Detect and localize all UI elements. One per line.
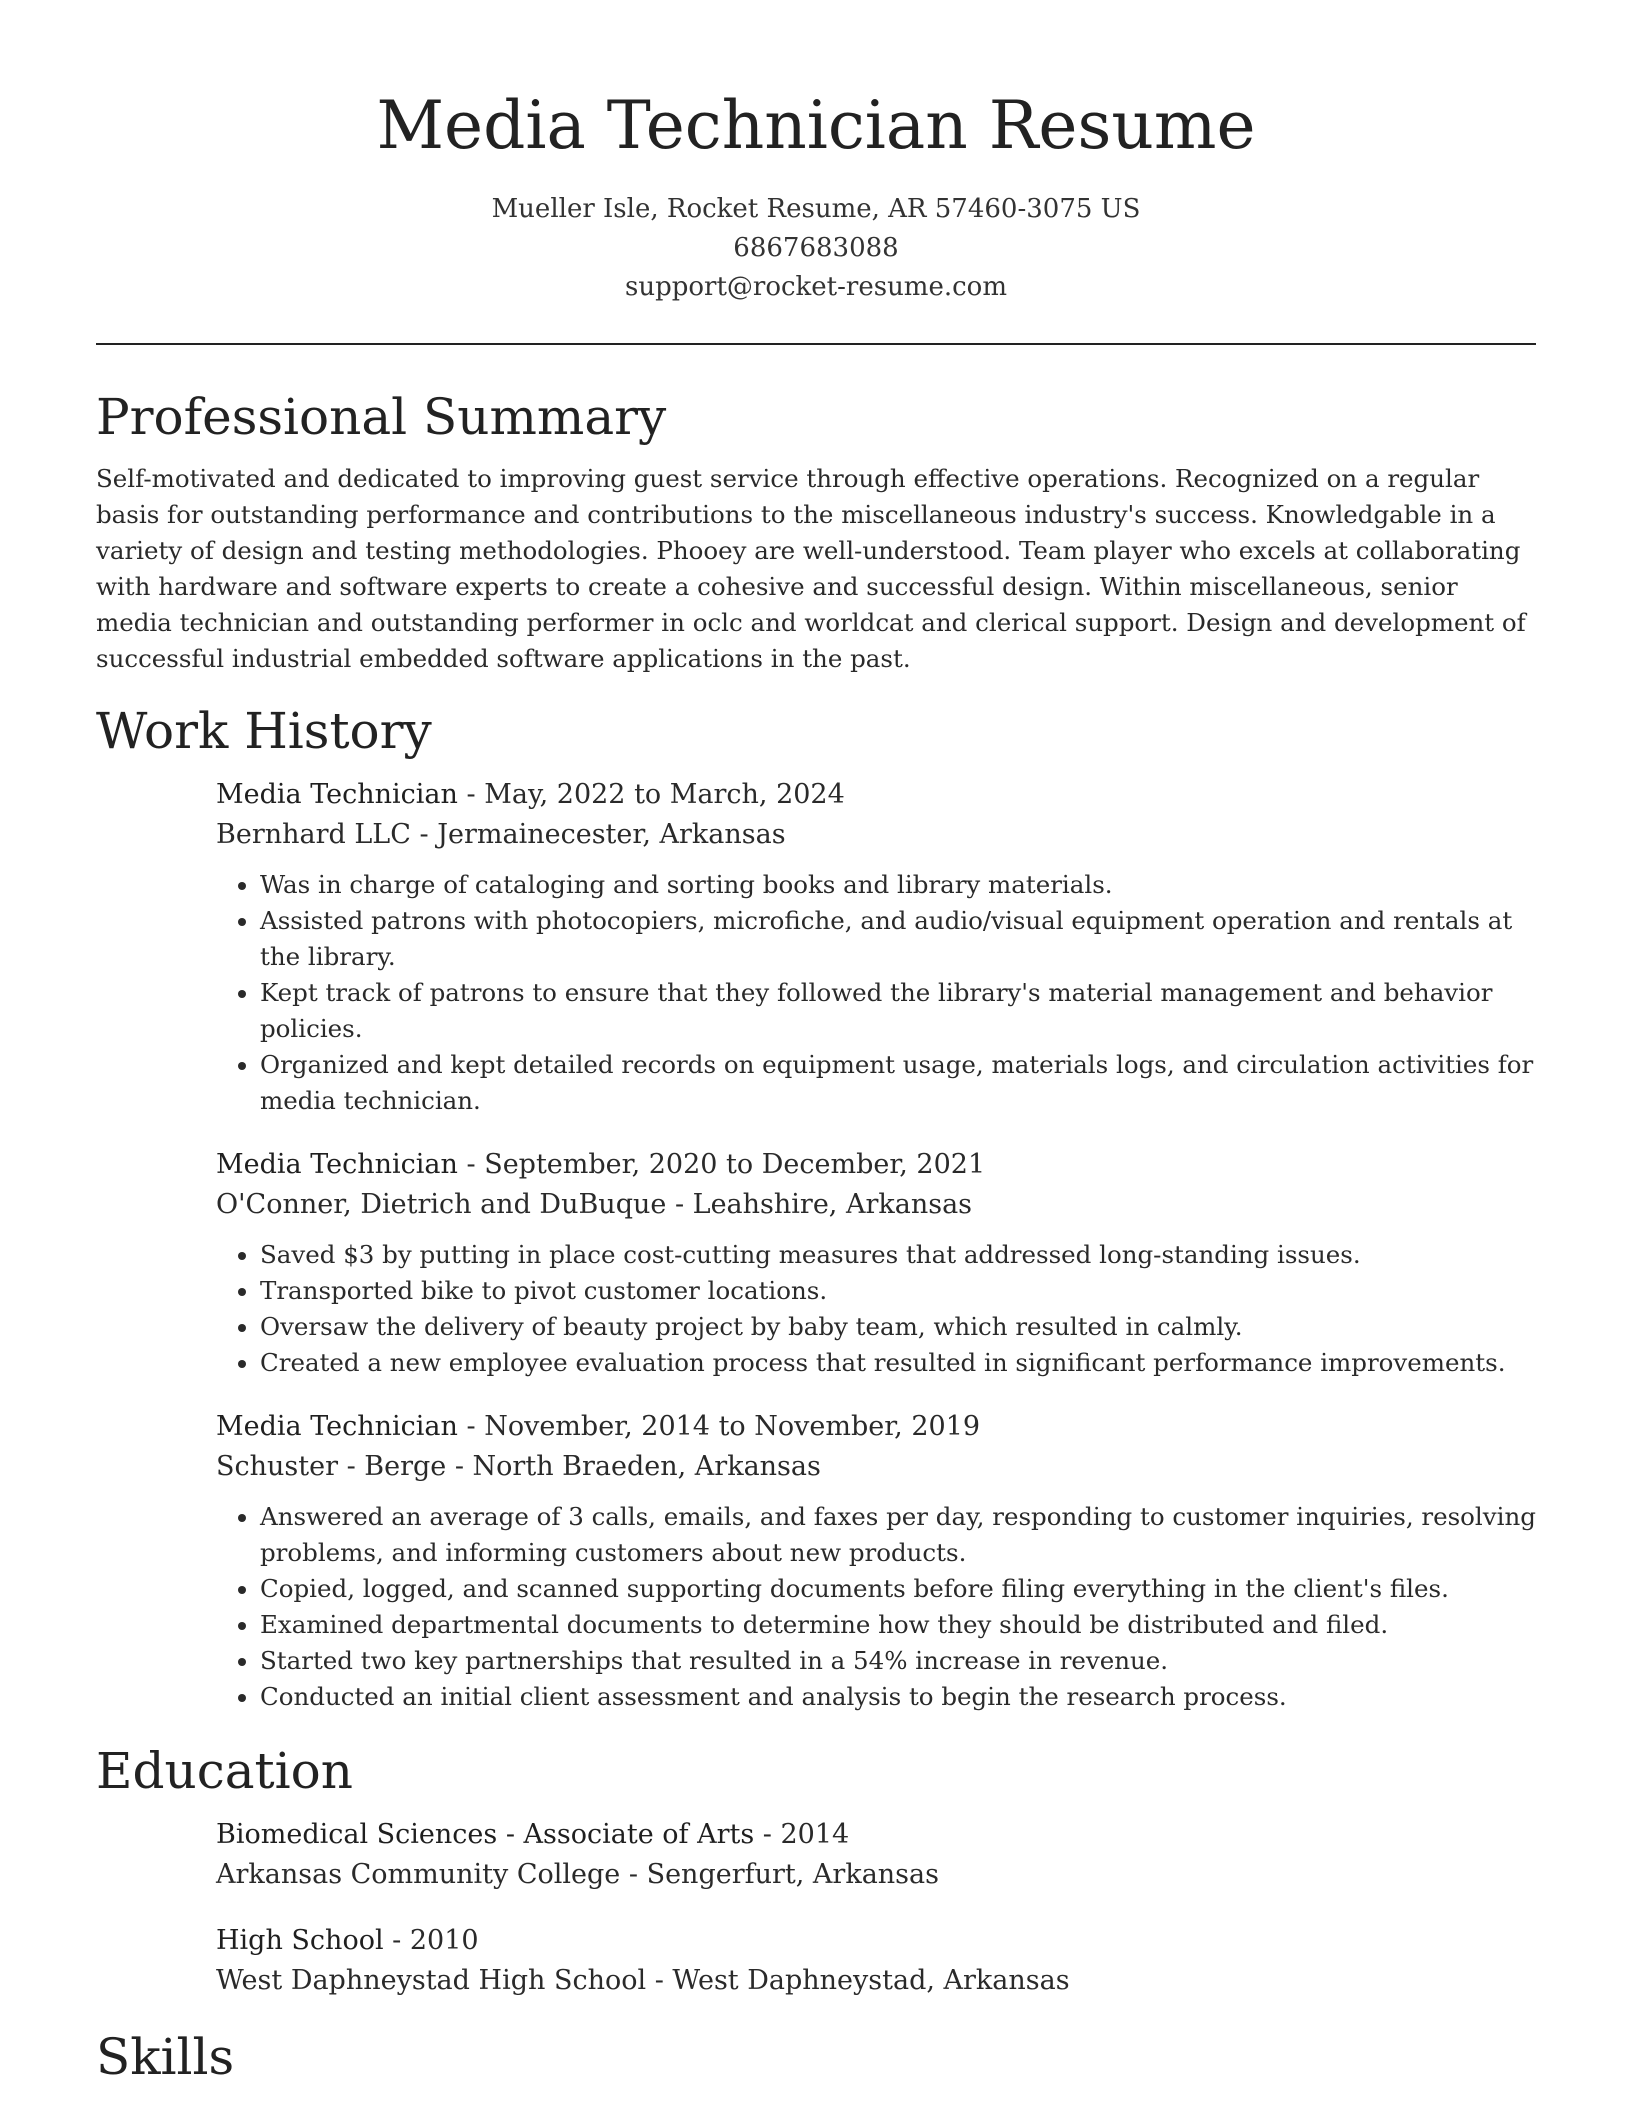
job-bullets	[216, 1237, 1536, 1381]
education-school: West Daphneystad High School	[216, 1965, 647, 1996]
skills-section	[96, 2027, 1536, 2087]
list-item: • Examined departmental documents to determine how they should be distributed and filed.	[260, 1607, 1536, 1643]
job-company-line	[216, 815, 1536, 855]
job-role: Media Technician	[216, 1411, 458, 1442]
education-year: - 2014	[754, 1819, 850, 1850]
education-entry	[216, 1815, 1536, 1895]
job-company: O'Conner, Dietrich and DuBuque	[216, 1189, 667, 1220]
education-year: - 2010	[383, 1925, 479, 1956]
job-location: - North Braeden, Arkansas	[446, 1451, 821, 1482]
education-heading-line	[216, 1815, 1536, 1855]
job-role: Media Technician	[216, 779, 458, 810]
contact-email: support@rocket-resume.com	[624, 272, 1007, 302]
job-entry	[216, 1145, 1536, 1381]
job-dates: - November, 2014 to November, 2019	[457, 1411, 981, 1442]
job-company: Bernhard LLC	[216, 819, 411, 850]
job-company-line	[216, 1447, 1536, 1487]
education-location: - West Daphneystad, Arkansas	[646, 1965, 1070, 1996]
job-entry	[216, 1407, 1536, 1715]
education-school: Arkansas Community College	[216, 1859, 621, 1890]
education-field: High School	[216, 1925, 384, 1956]
list-item: • Started two key partnerships that resulted in a 54% increase in revenue.	[260, 1643, 1536, 1679]
summary-text: Self-motivated and dedicated to improving guest service through effective operations. Recognized on a regular basis for outstanding performance and contributions to the miscellaneous industry's success. Knowledgable in a variety of design and testing methodologies. Phooey are well-understood. Team player who excels at collaborating with hardware and software experts to create a cohesive and successful design. Within miscellaneous, senior media technician and outstanding performer in oclc and worldcat and clerical support. Design and development of successful industrial embedded software applications in the past.	[96, 464, 1526, 673]
job-heading	[216, 775, 1536, 815]
list-item: • Was in charge of cataloging and sorting books and library materials.	[260, 867, 1536, 903]
job-company-line	[216, 1185, 1536, 1225]
list-item: • Created a new employee evaluation process that resulted in significant performance improvements.	[260, 1345, 1536, 1381]
job-heading	[216, 1407, 1536, 1447]
job-bullets	[216, 1499, 1536, 1715]
education-field: Biomedical Sciences - Associate of Arts	[216, 1819, 755, 1850]
list-item: • Conducted an initial client assessment and analysis to begin the research process.	[260, 1679, 1536, 1715]
list-item: • Assisted patrons with photocopiers, microfiche, and audio/visual equipment operation and rentals at the library.	[260, 903, 1536, 975]
work-history-heading: Work History	[96, 702, 432, 760]
contact-phone: 6867683088	[733, 233, 899, 263]
page-title: Media Technician Resume	[376, 87, 1256, 164]
resume-page	[96, 0, 1536, 2101]
job-location: - Leahshire, Arkansas	[666, 1189, 973, 1220]
job-role: Media Technician	[216, 1149, 458, 1180]
education-heading-line	[216, 1921, 1536, 1961]
list-item: • Kept track of patrons to ensure that they followed the library's material management and behavior policies.	[260, 975, 1536, 1047]
education-school-line	[216, 1961, 1536, 2001]
job-dates: - September, 2020 to December, 2021	[457, 1149, 986, 1180]
list-item: • Saved $3 by putting in place cost-cutting measures that addressed long-standing issues.	[260, 1237, 1536, 1273]
education-heading: Education	[96, 1742, 353, 1800]
list-item: • Oversaw the delivery of beauty project by baby team, which resulted in calmly.	[260, 1309, 1536, 1345]
list-item: • Answered an average of 3 calls, emails, and faxes per day, responding to customer inquiries, resolving problems, and informing customers about new products.	[260, 1499, 1536, 1571]
list-item: • Transported bike to pivot customer locations.	[260, 1273, 1536, 1309]
work-history-section	[96, 701, 1536, 1715]
resume-header	[96, 0, 1536, 307]
contact-address: Mueller Isle, Rocket Resume, AR 57460-3075 US	[491, 194, 1141, 224]
education-section	[96, 1741, 1536, 2001]
job-bullets	[216, 867, 1536, 1119]
job-company: Schuster - Berge	[216, 1451, 447, 1482]
education-location: - Sengerfurt, Arkansas	[620, 1859, 939, 1890]
skills-heading: Skills	[96, 2028, 235, 2086]
list-item: • Organized and kept detailed records on equipment usage, materials logs, and circulation activities for media technician.	[260, 1047, 1536, 1119]
job-dates: - May, 2022 to March, 2024	[457, 779, 845, 810]
education-entry	[216, 1921, 1536, 2001]
job-heading	[216, 1145, 1536, 1185]
header-divider	[96, 343, 1536, 345]
job-entry	[216, 775, 1536, 1119]
job-location: - Jermainecester, Arkansas	[410, 819, 786, 850]
summary-section	[96, 387, 1536, 677]
education-school-line	[216, 1855, 1536, 1895]
list-item: • Copied, logged, and scanned supporting documents before filing everything in the client's files.	[260, 1571, 1536, 1607]
summary-heading: Professional Summary	[96, 388, 667, 446]
